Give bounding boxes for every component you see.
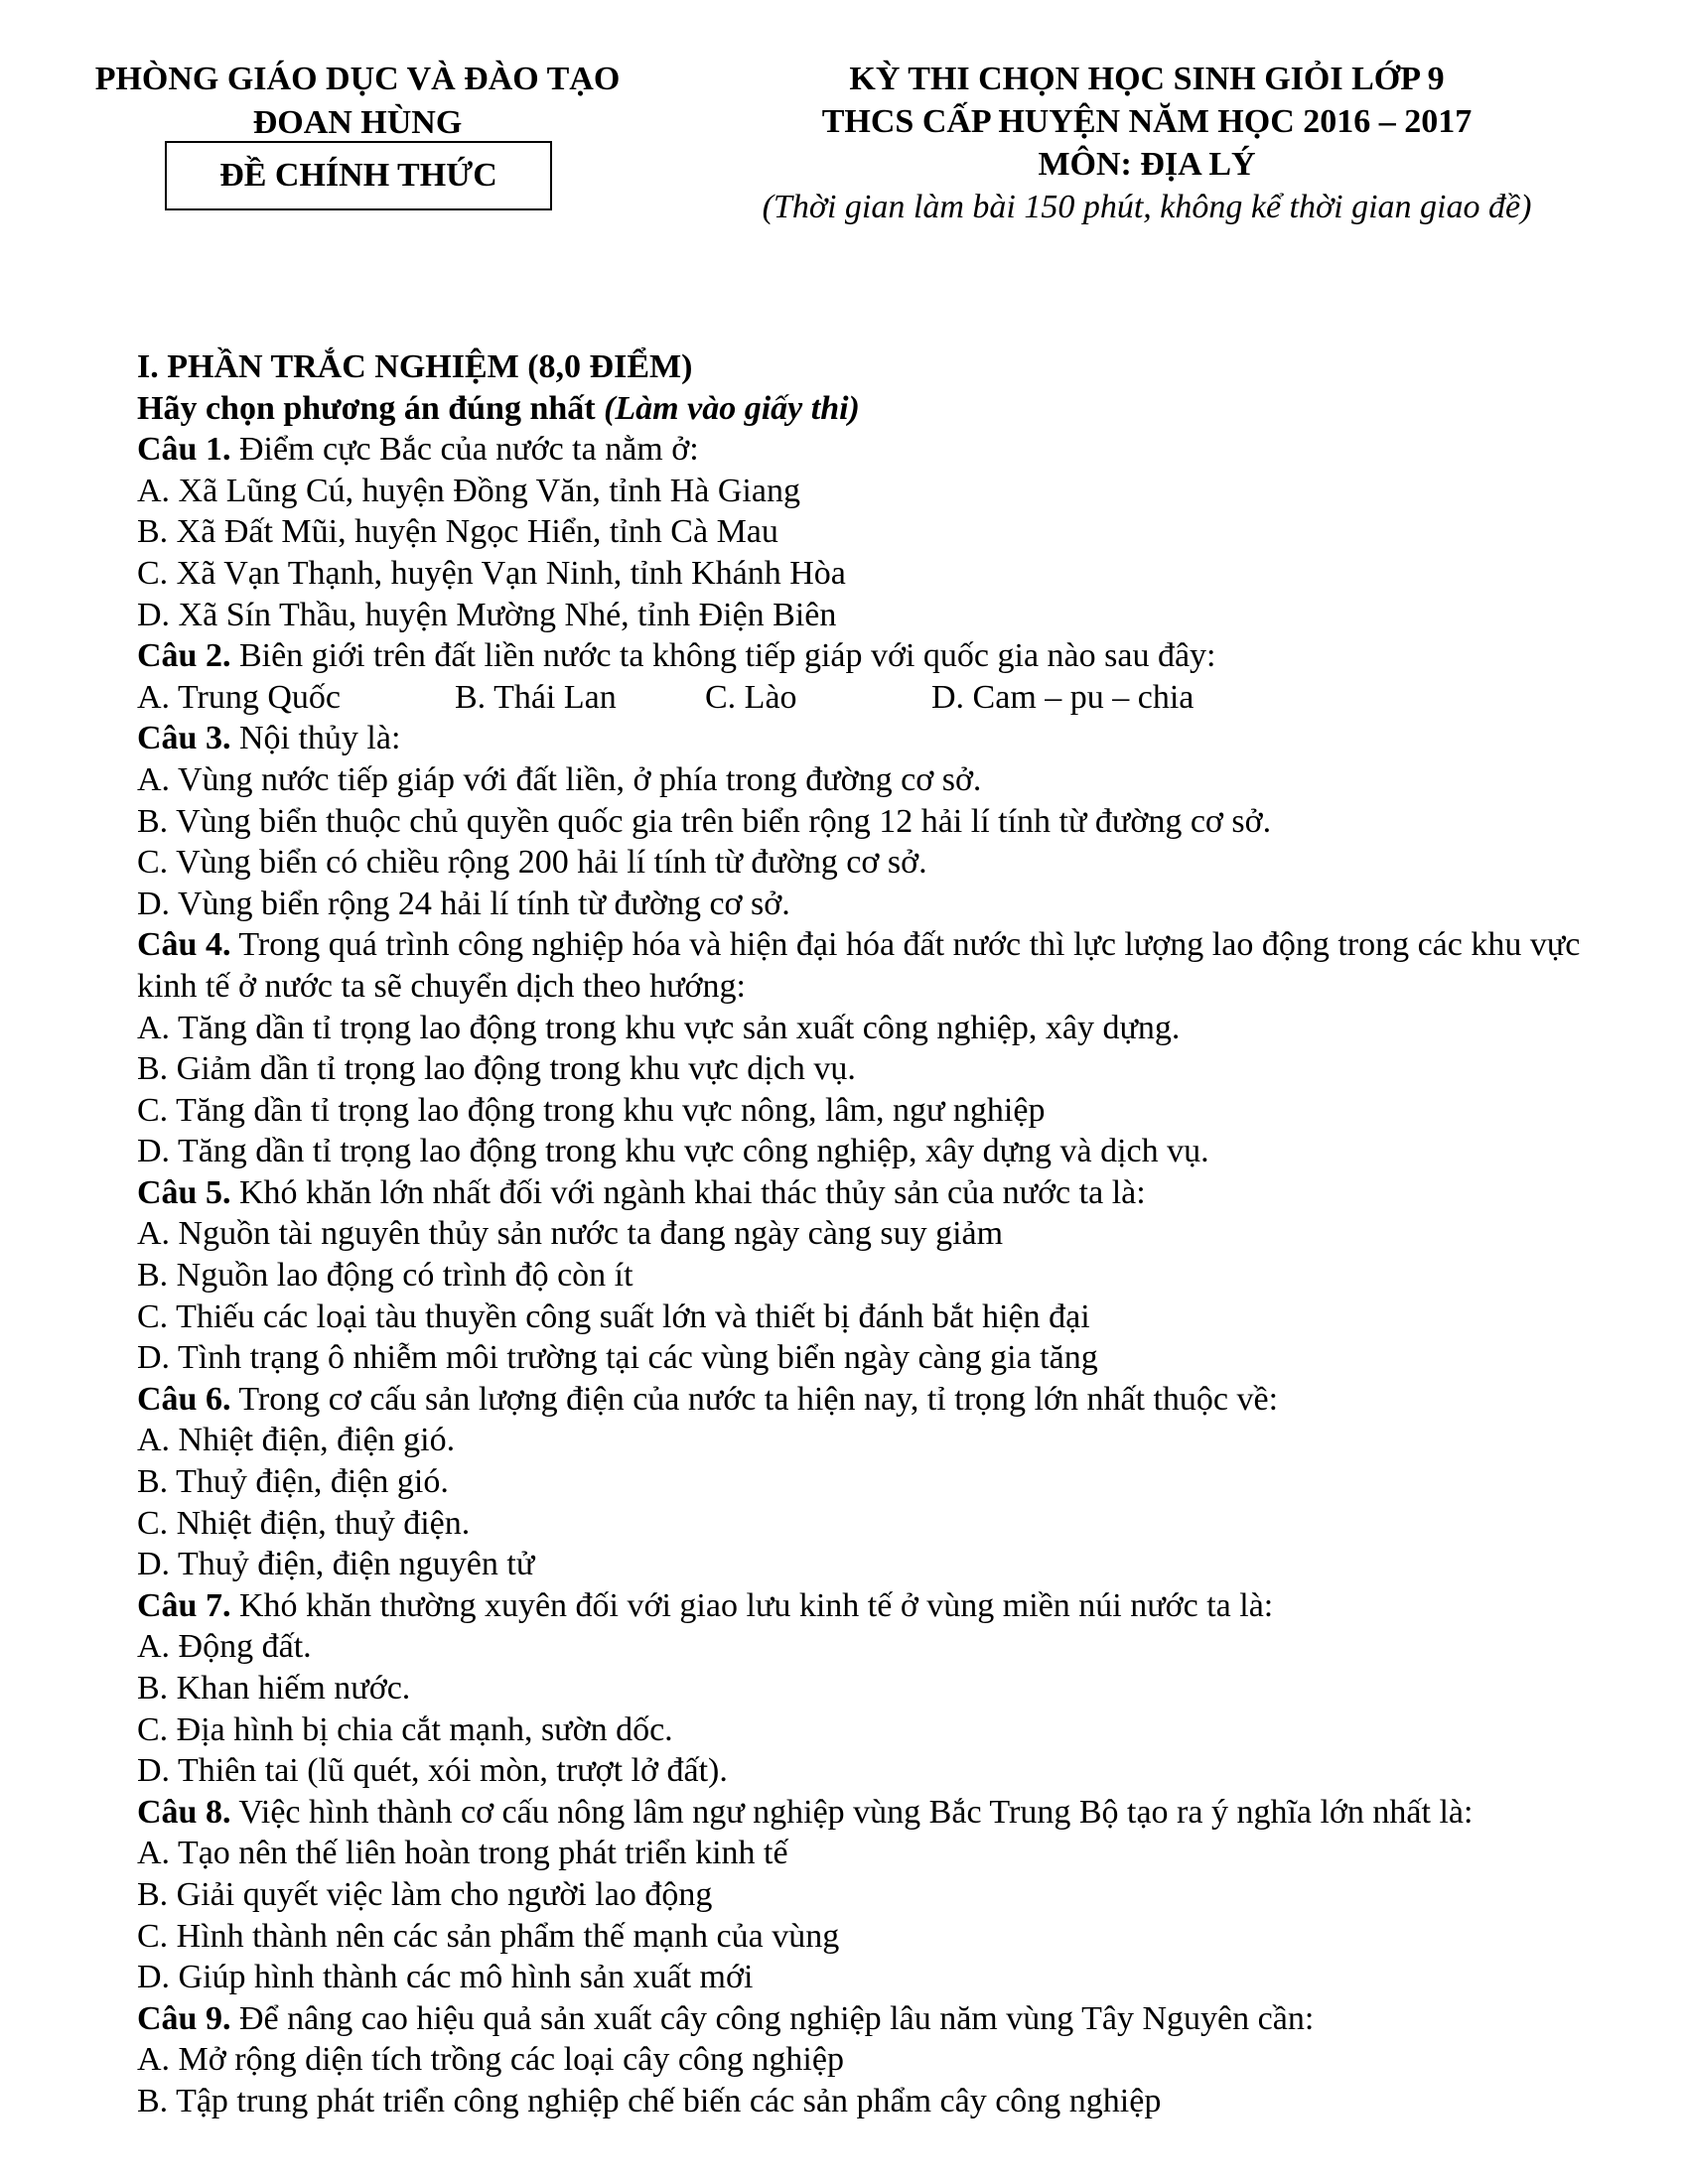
question-text: Trong quá trình công nghiệp hóa và hiện đại hóa đất nước thì lực lượng lao động trong các khu vực kinh tế ở nước ta sẽ chuyển dịch theo hướng: — [137, 926, 1581, 1005]
instruction-text: Hãy chọn phương án đúng nhất — [137, 389, 605, 427]
question-number: Câu 2. — [137, 637, 231, 675]
question-number: Câu 8. — [137, 1793, 231, 1831]
answer-option: A. Trung Quốc — [137, 678, 341, 716]
question-text: Khó khăn lớn nhất đối với ngành khai thác thủy sản của nước ta là: — [230, 1173, 1146, 1211]
answer-option: C. Nhiệt điện, thuỷ điện. — [137, 1504, 471, 1542]
question-stem — [137, 1585, 1587, 1627]
answer-option: A. Xã Lũng Cú, huyện Đồng Văn, tỉnh Hà Giang — [137, 472, 800, 509]
question-stem — [137, 1792, 1587, 1834]
answer-options-row — [137, 677, 1587, 719]
answer-option: A. Vùng nước tiếp giáp với đất liền, ở phía trong đường cơ sở. — [137, 760, 982, 798]
answer-option: D. Xã Sín Thầu, huyện Mường Nhé, tỉnh Điện Biên — [137, 596, 837, 633]
answer-option: A. Tạo nên thế liên hoàn trong phát triển kinh tế — [137, 1835, 788, 1872]
exam-header — [725, 58, 1569, 228]
answer-option: A. Động đất. — [137, 1628, 312, 1666]
answer-option: C. Vùng biển có chiều rộng 200 hải lí tính từ đường cơ sở. — [137, 844, 927, 882]
issuer-district: ĐOAN HÙNG — [252, 104, 463, 141]
answer-option: C. Xã Vạn Thạnh, huyện Vạn Ninh, tỉnh Khánh Hòa — [137, 554, 846, 592]
question-text: Nội thủy là: — [230, 720, 401, 757]
answer-option: C. Thiếu các loại tàu thuyền công suất lớn và thiết bị đánh bắt hiện đại — [137, 1297, 1090, 1335]
answer-option: B. Giải quyết việc làm cho người lao động — [137, 1875, 713, 1913]
answer-option: B. Giảm dần tỉ trọng lao động trong khu vực dịch vụ. — [137, 1050, 856, 1088]
question-text: Biên giới trên đất liền nước ta không tiếp giáp với quốc gia nào sau đây: — [230, 637, 1216, 675]
question-number: Câu 5. — [137, 1173, 231, 1211]
answer-option: C. Hình thành nên các sản phẩm thế mạnh của vùng — [137, 1917, 840, 1955]
question-text: Khó khăn thường xuyên đối với giao lưu kinh tế ở vùng miền núi nước ta là: — [230, 1586, 1274, 1624]
question-number: Câu 6. — [137, 1380, 231, 1418]
question-number: Câu 1. — [137, 431, 231, 469]
answer-option: B. Vùng biển thuộc chủ quyền quốc gia trên biển rộng 12 hải lí tính từ đường cơ sở. — [137, 802, 1272, 840]
official-stamp-box: ĐỀ CHÍNH THỨC — [165, 141, 552, 210]
answer-option: C. Tăng dần tỉ trọng lao động trong khu vực nông, lâm, ngư nghiệp — [137, 1091, 1046, 1129]
issuer-department: PHÒNG GIÁO DỤC VÀ ĐÀO TẠO — [94, 61, 621, 97]
answer-option: D. Tình trạng ô nhiễm môi trường tại các vùng biển ngày càng gia tăng — [137, 1339, 1098, 1377]
answer-option: D. Vùng biển rộng 24 hải lí tính từ đường cơ sở. — [137, 885, 790, 922]
exam-title: KỲ THI CHỌN HỌC SINH GIỎI LỚP 9 — [849, 61, 1445, 97]
exam-subject: MÔN: ĐỊA LÝ — [1038, 146, 1256, 183]
question-text: Việc hình thành cơ cấu nông lâm ngư nghiệp vùng Bắc Trung Bộ tạo ra ý nghĩa lớn nhất là: — [230, 1793, 1474, 1831]
question-text: Trong cơ cấu sản lượng điện của nước ta hiện nay, tỉ trọng lớn nhất thuộc về: — [230, 1380, 1279, 1418]
question-stem — [137, 924, 1587, 1007]
question-stem — [137, 635, 1587, 677]
instruction-note: (Làm vào giấy thi) — [604, 389, 860, 427]
question-number: Câu 7. — [137, 1586, 231, 1624]
answer-option: D. Cam – pu – chia — [931, 678, 1195, 716]
question-number: Câu 9. — [137, 1999, 231, 2037]
exam-level-year: THCS CẤP HUYỆN NĂM HỌC 2016 – 2017 — [821, 103, 1473, 140]
exam-content — [137, 346, 1587, 2122]
question-text: Điểm cực Bắc của nước ta nằm ở: — [230, 431, 699, 469]
answer-option: D. Tăng dần tỉ trọng lao động trong khu vực công nghiệp, xây dựng và dịch vụ. — [137, 1133, 1209, 1170]
question-stem — [137, 429, 1587, 471]
answer-option: D. Thiên tai (lũ quét, xói mòn, trượt lở đất). — [137, 1752, 728, 1790]
answer-option: A. Mở rộng diện tích trồng các loại cây công nghiệp — [137, 2041, 844, 2079]
answer-option: B. Tập trung phát triển công nghiệp chế biến các sản phẩm cây công nghiệp — [137, 2082, 1162, 2119]
answer-option: A. Nhiệt điện, điện gió. — [137, 1422, 456, 1459]
question-stem — [137, 1998, 1587, 2040]
answer-option: B. Khan hiếm nước. — [137, 1670, 411, 1706]
answer-option: B. Thái Lan — [455, 678, 617, 716]
question-stem — [137, 1172, 1587, 1214]
answer-option: C. Lào — [705, 678, 797, 716]
answer-option: D. Thuỷ điện, điện nguyên tử — [137, 1546, 535, 1583]
question-stem — [137, 718, 1587, 759]
answer-option: B. Xã Đất Mũi, huyện Ngọc Hiển, tỉnh Cà Mau — [137, 513, 778, 551]
answer-option: D. Giúp hình thành các mô hình sản xuất mới — [137, 1959, 754, 1996]
answer-option: A. Nguồn tài nguyên thủy sản nước ta đang ngày càng suy giảm — [137, 1215, 1004, 1253]
question-text: Để nâng cao hiệu quả sản xuất cây công nghiệp lâu năm vùng Tây Nguyên cần: — [230, 1999, 1315, 2037]
section-instruction — [137, 388, 1587, 430]
issuer-header — [60, 58, 655, 145]
answer-option: B. Thuỷ điện, điện gió. — [137, 1463, 449, 1501]
question-number: Câu 3. — [137, 720, 231, 757]
question-stem — [137, 1379, 1587, 1421]
section-title: I. PHẦN TRẮC NGHIỆM (8,0 ĐIỂM) — [137, 348, 693, 385]
exam-duration: (Thời gian làm bài 150 phút, không kể thời gian giao đề) — [762, 189, 1532, 225]
answer-option: C. Địa hình bị chia cắt mạnh, sườn dốc. — [137, 1710, 673, 1748]
question-number: Câu 4. — [137, 926, 231, 964]
answer-option: A. Tăng dần tỉ trọng lao động trong khu vực sản xuất công nghiệp, xây dựng. — [137, 1009, 1181, 1046]
answer-option: B. Nguồn lao động có trình độ còn ít — [137, 1257, 633, 1295]
